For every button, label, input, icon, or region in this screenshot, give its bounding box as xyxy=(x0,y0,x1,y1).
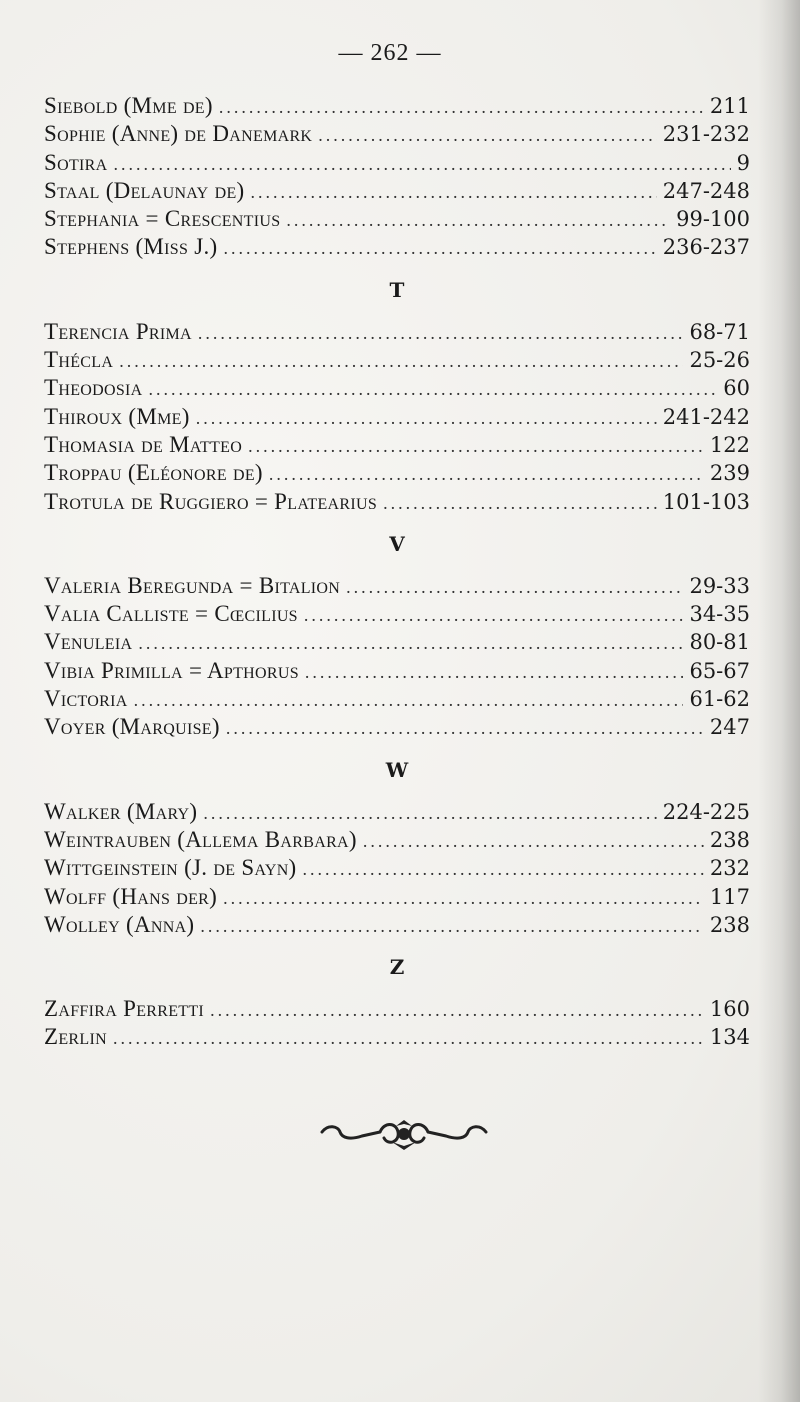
index-entry xyxy=(44,92,750,120)
index-entry xyxy=(44,205,750,233)
index-entry xyxy=(44,374,750,402)
entry-pages: 236-237 xyxy=(662,235,750,260)
index-entry xyxy=(44,657,750,685)
dot-leader xyxy=(304,601,684,629)
entry-name: Voyer (Marquise) xyxy=(44,714,220,740)
entry-name: Vibia Primilla = Apthorus xyxy=(44,657,299,683)
index-entry xyxy=(44,798,750,826)
entry-pages: 61-62 xyxy=(689,687,750,712)
entry-name: Sotira xyxy=(44,149,108,175)
entry-pages: 247-248 xyxy=(662,178,750,203)
entry-pages: 238 xyxy=(709,912,750,937)
dot-leader xyxy=(196,404,657,432)
dot-leader xyxy=(149,375,718,403)
index-entry xyxy=(44,826,750,854)
dot-leader xyxy=(250,178,656,206)
dot-leader xyxy=(383,489,657,517)
entry-pages: 80-81 xyxy=(689,630,750,655)
entry-name: Thécla xyxy=(44,347,114,373)
entry-name: Troppau (Eléonore de) xyxy=(44,460,263,486)
index-entry xyxy=(44,403,750,431)
entry-pages: 239 xyxy=(709,461,750,486)
dot-leader xyxy=(286,206,670,234)
dot-leader xyxy=(200,912,704,940)
dot-leader xyxy=(305,658,684,686)
index-entry xyxy=(44,572,750,600)
dot-leader xyxy=(224,234,657,262)
fleuron-ornament-icon xyxy=(318,1118,490,1154)
dot-leader xyxy=(248,432,704,460)
entry-name: Weintrauben (Allema Barbara) xyxy=(44,826,357,852)
dot-leader xyxy=(223,884,704,912)
page-number: — 262 — xyxy=(338,40,442,66)
entry-pages: 29-33 xyxy=(689,573,750,598)
entry-name: Trotula de Ruggiero = Platearius xyxy=(44,488,378,514)
section-letter: Z xyxy=(389,955,405,980)
index-entry xyxy=(44,120,750,148)
dot-leader xyxy=(198,319,684,347)
index-entry xyxy=(44,1023,750,1051)
entry-name: Zerlin xyxy=(44,1024,107,1050)
entry-name: Theodosia xyxy=(44,375,143,401)
entry-pages: 232 xyxy=(709,856,750,881)
entry-name: Wolff (Hans der) xyxy=(44,883,218,909)
dot-leader xyxy=(318,121,656,149)
entry-name: Victoria xyxy=(44,686,128,712)
entry-pages: 117 xyxy=(709,884,750,909)
entry-name: Zaffira Perretti xyxy=(44,996,205,1022)
index-entry xyxy=(44,318,750,346)
dot-leader xyxy=(113,1024,704,1052)
entry-pages: 211 xyxy=(709,94,750,118)
entry-name: Venuleia xyxy=(44,629,133,655)
entry-name: Stephania = Crescentius xyxy=(44,206,281,232)
entry-name: Walker (Mary) xyxy=(44,798,198,824)
index-list xyxy=(44,92,750,1052)
index-entry xyxy=(44,911,750,939)
index-entry xyxy=(44,346,750,374)
entry-name: Sophie (Anne) de Danemark xyxy=(44,121,313,147)
entry-pages: 25-26 xyxy=(689,348,750,373)
entry-pages: 122 xyxy=(709,432,750,457)
entry-pages: 60 xyxy=(723,376,750,401)
dot-leader xyxy=(226,714,704,742)
entry-pages: 238 xyxy=(709,827,750,852)
dot-leader xyxy=(138,629,683,657)
dot-leader xyxy=(219,93,704,121)
entry-name: Thiroux (Mme) xyxy=(44,403,190,429)
entry-name: Thomasia de Matteo xyxy=(44,431,243,457)
entry-pages: 247 xyxy=(709,715,750,740)
dot-leader xyxy=(269,460,704,488)
entry-pages: 134 xyxy=(709,1025,750,1050)
entry-pages: 68-71 xyxy=(689,319,750,344)
entry-name: Wolley (Anna) xyxy=(44,911,195,937)
entry-pages: 224-225 xyxy=(662,799,750,824)
index-entry xyxy=(44,995,750,1023)
index-entry xyxy=(44,883,750,911)
dot-leader xyxy=(113,150,730,178)
entry-name: Stephens (Miss J.) xyxy=(44,234,218,260)
index-entry xyxy=(44,713,750,741)
dot-leader xyxy=(210,996,704,1024)
section-letter: W xyxy=(385,757,409,782)
index-entry xyxy=(44,149,750,177)
entry-name: Staal (Delaunay de) xyxy=(44,177,245,203)
entry-pages: 160 xyxy=(709,997,750,1022)
page-edge-shadow xyxy=(758,0,800,1402)
entry-pages: 101-103 xyxy=(662,489,750,514)
entry-name: Valia Calliste = Cœcilius xyxy=(44,601,298,627)
index-entry xyxy=(44,233,750,261)
dot-leader xyxy=(346,573,683,601)
dot-leader xyxy=(134,686,684,714)
entry-name: Terencia Prima xyxy=(44,318,192,344)
index-entry xyxy=(44,685,750,713)
entry-pages: 34-35 xyxy=(689,602,750,627)
dot-leader xyxy=(119,347,683,375)
entry-name: Valeria Beregunda = Bitalion xyxy=(44,572,341,598)
entry-pages: 231-232 xyxy=(662,122,750,147)
index-entry xyxy=(44,628,750,656)
dot-leader xyxy=(363,827,704,855)
entry-pages: 65-67 xyxy=(689,658,750,683)
dot-leader xyxy=(303,855,704,883)
index-entry xyxy=(44,600,750,628)
entry-pages: 241-242 xyxy=(662,404,750,429)
dot-leader xyxy=(203,799,656,827)
entry-pages: 9 xyxy=(736,150,750,175)
section-letter: V xyxy=(389,531,405,556)
index-entry xyxy=(44,488,750,516)
index-entry xyxy=(44,177,750,205)
section-letter: T xyxy=(389,277,405,302)
index-entry xyxy=(44,854,750,882)
entry-name: Wittgeinstein (J. de Sayn) xyxy=(44,855,297,881)
entry-pages: 99-100 xyxy=(676,207,750,232)
index-entry xyxy=(44,459,750,487)
entry-name: Siebold (Mme de) xyxy=(44,93,213,118)
index-entry xyxy=(44,431,750,459)
